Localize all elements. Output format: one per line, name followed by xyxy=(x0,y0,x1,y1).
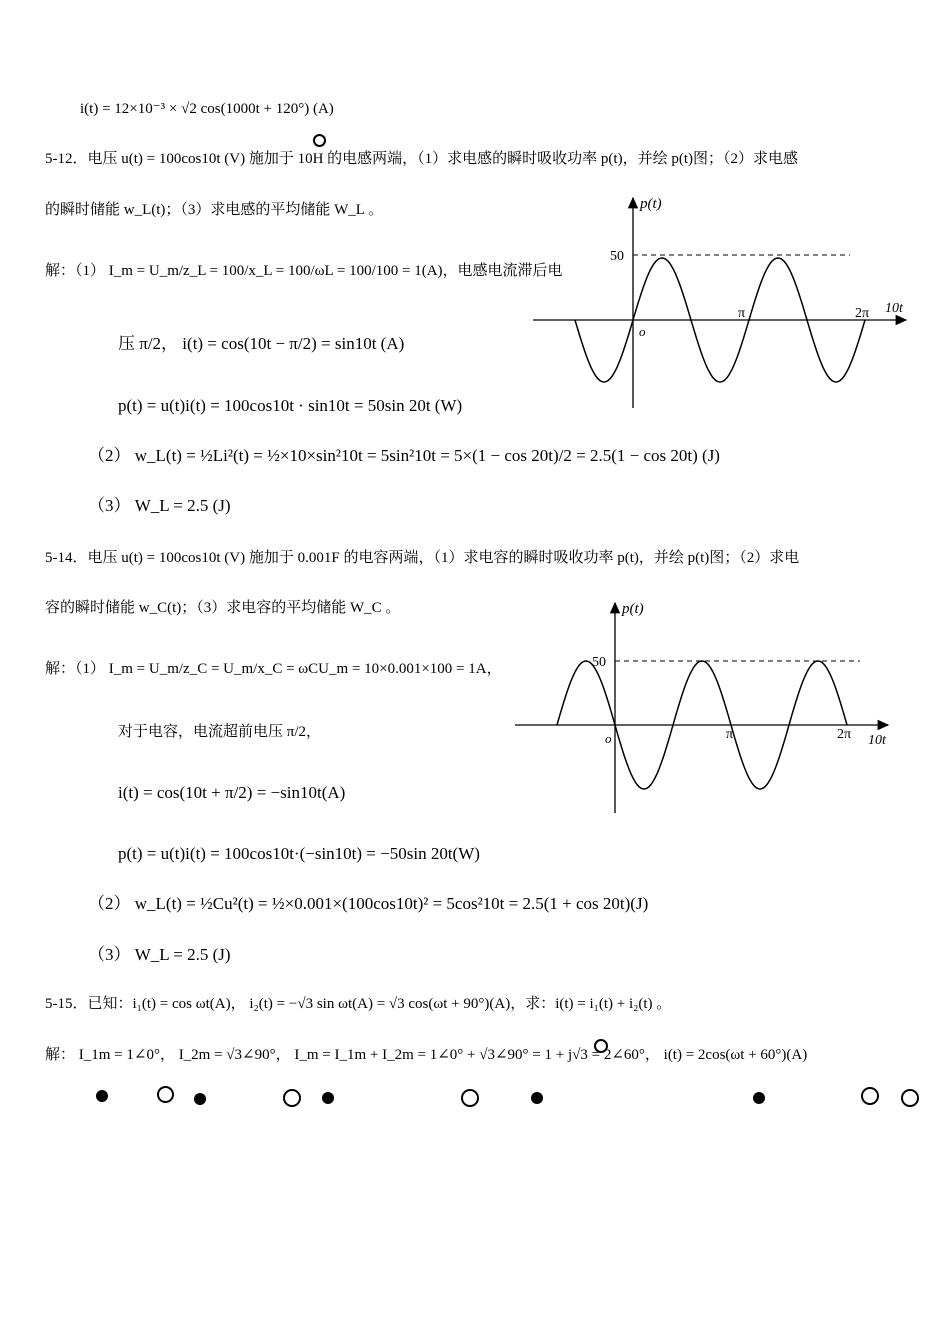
p512-question-line1: 5-12．电压 u(t) = 100cos10t (V) 施加于 10H 的电感两端，（1）求电感的瞬时吸收功率 p(t)，并绘 p(t)图；（2）求电感 xyxy=(45,151,798,167)
p512-solution-2: 压 π/2， i(t) = cos(10t − π/2) = sin10t (A) xyxy=(118,334,405,353)
p512-solution-4: （2） w_L(t) = ½Li²(t) = ½×10×sin²10t = 5sin²10t = 5×(1 − cos 20t)/2 = 2.5(1 − cos 20t) (J) xyxy=(88,446,720,465)
mark-dot xyxy=(194,1093,206,1105)
p512-solution-1: 解：（1） I_m = U_m/z_L = 100/x_L = 100/ωL = 100/100 = 1(A)，电感电流滞后电 xyxy=(45,263,563,279)
p515-question: 5-15．已知：i₁(t) = cos ωt(A)， i₂(t) = −√3 sin ωt(A) = √3 cos(ωt + 90°)(A)，求：i(t) = i₁(t) + i₂(t) 。 xyxy=(45,996,672,1012)
origin-label: o xyxy=(639,324,646,339)
mark-ring xyxy=(283,1089,301,1107)
level-label: 50 xyxy=(610,249,624,264)
p514-solution-6: （3） W_L = 2.5 (J) xyxy=(88,945,231,964)
mark-ring xyxy=(461,1089,479,1107)
p514-question-line1: 5-14．电压 u(t) = 100cos10t (V) 施加于 0.001F 的电容两端，（1）求电容的瞬时吸收功率 p(t)，并绘 p(t)图；（2）求电 xyxy=(45,550,800,566)
p512-solution-5: （3） W_L = 2.5 (J) xyxy=(88,496,231,515)
mark-dot xyxy=(96,1090,108,1102)
p514-solution-3: i(t) = cos(10t + π/2) = −sin10t(A) xyxy=(118,783,346,802)
top-formula: i(t) = 12×10⁻³ × √2 cos(1000t + 120°) (A) xyxy=(80,101,334,117)
mark-dot xyxy=(531,1092,543,1104)
mark-dot xyxy=(322,1092,334,1104)
x-axis-label: 10t xyxy=(885,301,903,316)
y-axis-label: p(t) xyxy=(640,196,662,212)
p514-solution-5: （2） w_L(t) = ½Cu²(t) = ½×0.001×(100cos10t)² = 5cos²10t = 2.5(1 + cos 20t)(J) xyxy=(88,894,649,913)
tick-2pi: 2π xyxy=(837,727,852,742)
y-axis-label: p(t) xyxy=(622,601,644,617)
p512-power-plot xyxy=(528,190,918,415)
mark-ring xyxy=(157,1086,174,1103)
tick-pi: π xyxy=(738,306,746,321)
tick-2pi: 2π xyxy=(855,306,870,321)
p512-question-line2: 的瞬时储能 w_L(t)；（3）求电感的平均储能 W_L 。 xyxy=(45,202,384,218)
tick-pi: π xyxy=(726,727,734,742)
p514-solution-1: 解：（1） I_m = U_m/z_C = U_m/x_C = ωCU_m = 10×0.001×100 = 1A， xyxy=(45,661,502,677)
p512-solution-3: p(t) = u(t)i(t) = 100cos10t · sin10t = 50sin 20t (W) xyxy=(118,396,463,415)
p515-solution: 解： I_1m = 1∠0°， I_2m = √3∠90°， I_m = I_1m + I_2m = 1∠0° + √3∠90° = 1 + j√3 = 2∠60°， i(t) = 2cos(ωt + 60°)(A) xyxy=(45,1047,808,1063)
mark-dot xyxy=(753,1092,765,1104)
stray-ring xyxy=(594,1039,608,1053)
mark-ring xyxy=(861,1087,879,1105)
degree-ring xyxy=(313,134,326,147)
p514-solution-2: 对于电容，电流超前电压 π/2， xyxy=(118,724,321,740)
p514-question-line2: 容的瞬时储能 w_C(t)；（3）求电容的平均储能 W_C 。 xyxy=(45,600,401,616)
level-label: 50 xyxy=(592,655,606,670)
p514-solution-4: p(t) = u(t)i(t) = 100cos10t·(−sin10t) = −50sin 20t(W) xyxy=(118,844,480,863)
origin-label: o xyxy=(605,731,612,746)
mark-ring xyxy=(901,1089,919,1107)
p514-power-plot xyxy=(510,595,900,817)
x-axis-label: 10t xyxy=(868,733,886,748)
